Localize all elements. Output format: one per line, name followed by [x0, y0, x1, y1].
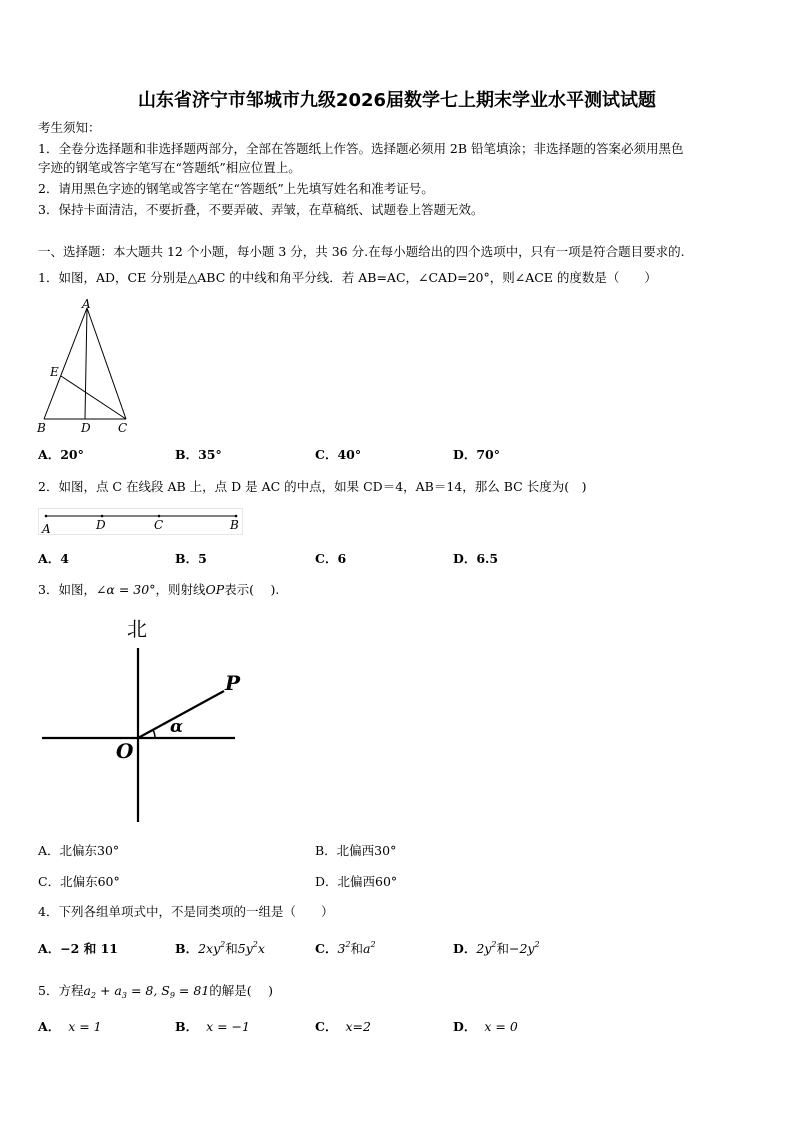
q4-option-d: D．$2y^2$和$-2y^2$	[453, 940, 540, 956]
q5-option-a-value: x = 1	[68, 1019, 102, 1034]
question-4-stem: 4．下列各组单项式中，不是同类项的一组是（ ）	[38, 904, 334, 919]
q3-option-a: A．北偏东30°	[38, 843, 120, 858]
q4-option-b-label: B．	[175, 941, 199, 956]
q5-option-c-label: C．	[315, 1019, 338, 1034]
q5-equation: $a_2 + a_3 = 8$, $S_9 = 81$	[83, 983, 210, 1000]
question-1-stem: 1．如图，AD，CE 分别是△ABC 的中线和角平分线．若 AB=AC，∠CAD=20°，则∠ACE 的度数是（ ）	[38, 270, 657, 285]
q4-option-c-label: C．	[315, 941, 338, 956]
label-a: A	[42, 522, 51, 536]
question-2-stem: 2．如图，点 C 在线段 AB 上，点 D 是 AC 的中点，如果 CD＝4，AB＝14，那么 BC 长度为( )	[38, 479, 587, 494]
question-3-stem	[38, 581, 279, 599]
q3-stem-prefix: 3．如图，	[38, 582, 96, 597]
question-5-stem	[38, 982, 273, 1000]
q2-option-d: D．6.5	[453, 551, 499, 566]
q5-option-c	[315, 1018, 371, 1036]
side-ab	[44, 308, 87, 419]
q1-option-d: D．70°	[453, 447, 500, 462]
q4-option-b-and: 和	[225, 941, 238, 956]
q5-option-b-label: B．	[175, 1019, 199, 1034]
side-ac	[87, 308, 126, 419]
point-d	[101, 515, 104, 518]
q3-ray-op: OP	[205, 582, 225, 597]
q4-option-d-label: D．	[453, 941, 477, 956]
question-3-direction-figure	[38, 612, 248, 832]
q5-stem-suffix: 的解是( )	[209, 983, 274, 998]
notice-item-2: 2．请用黑色字迹的钢笔或答字笔在“答题纸”上先填写姓名和准考证号。	[38, 181, 434, 196]
q4-option-d-and: 和	[496, 941, 509, 956]
q4-option-b: B．$2xy^2$和$5y^2x$	[175, 940, 265, 956]
q2-option-a: A．4	[38, 551, 69, 566]
q4-option-c-and: 和	[350, 941, 364, 956]
q5-option-d-label: D．	[453, 1019, 477, 1034]
label-d: D	[81, 421, 91, 435]
label-b: B	[230, 518, 239, 532]
label-o: O	[116, 739, 134, 763]
q3-option-b: B．北偏西30°	[315, 843, 397, 858]
label-c: C	[154, 518, 164, 532]
figure-frame	[39, 509, 243, 535]
angle-arc	[153, 730, 155, 738]
label-alpha: α	[170, 717, 184, 737]
q5-option-d	[453, 1018, 518, 1036]
point-c	[158, 515, 161, 518]
q5-option-d-value: x = 0	[484, 1019, 518, 1034]
label-d: D	[96, 518, 106, 532]
q5-option-b	[175, 1018, 250, 1036]
q3-stem-middle: ，则射线	[155, 582, 206, 597]
median-ad	[85, 308, 87, 419]
question-1-triangle-figure	[34, 296, 134, 436]
notice-item-1-cont: 字迹的钢笔或答字笔写在“答题纸”相应位置上。	[38, 160, 301, 175]
q3-option-c: C．北偏东60°	[38, 874, 120, 889]
question-2-segment-figure	[38, 508, 244, 536]
label-c: C	[118, 421, 128, 435]
bisector-ce	[61, 376, 126, 419]
q2-option-c: C．6	[315, 551, 347, 566]
point-b	[235, 515, 238, 518]
point-a	[45, 515, 48, 518]
page-title: 山东省济宁市邹城市九级2026届数学七上期末学业水平测试试题	[137, 90, 657, 111]
label-p: P	[225, 671, 241, 695]
q3-option-d: D．北偏西60°	[315, 874, 398, 889]
notice-item-3: 3．保持卡面清洁，不要折叠，不要弄破、弄皱，在草稿纸、试题卷上答题无效。	[38, 202, 484, 217]
notice-heading: 考生须知：	[38, 120, 101, 135]
north-label: 北	[127, 617, 147, 641]
q1-option-b: B．35°	[175, 447, 222, 462]
q4-option-c: C．$3^2$和$a^2$	[315, 940, 376, 956]
q5-option-a	[38, 1018, 102, 1036]
q3-stem-suffix: 表示( ).	[224, 582, 280, 597]
label-b: B	[37, 421, 46, 435]
q4-option-a: A．−2 和 11	[38, 941, 118, 956]
notice-item-1: 1．全卷分选择题和非选择题两部分，全部在答题纸上作答。选择题必须用 2B 铅笔填涂；非选择题的答案必须用黑色	[38, 141, 684, 156]
q2-option-b: B．5	[175, 551, 207, 566]
label-a: A	[82, 297, 91, 311]
q5-stem-prefix: 5．方程	[38, 983, 84, 998]
q5-option-c-value: x=2	[345, 1019, 371, 1034]
q5-option-b-value: x = −1	[206, 1019, 250, 1034]
q1-option-c: C．40°	[315, 447, 362, 462]
label-e: E	[50, 365, 59, 379]
q1-option-a: A．20°	[38, 447, 84, 462]
section-heading: 一、选择题：本大题共 12 个小题，每小题 3 分，共 36 分.在每小题给出的四个选项中，只有一项是符合题目要求的.	[38, 244, 685, 259]
q3-angle-expression: ∠α = 30°	[95, 582, 156, 597]
q5-option-a-label: A．	[38, 1019, 61, 1034]
